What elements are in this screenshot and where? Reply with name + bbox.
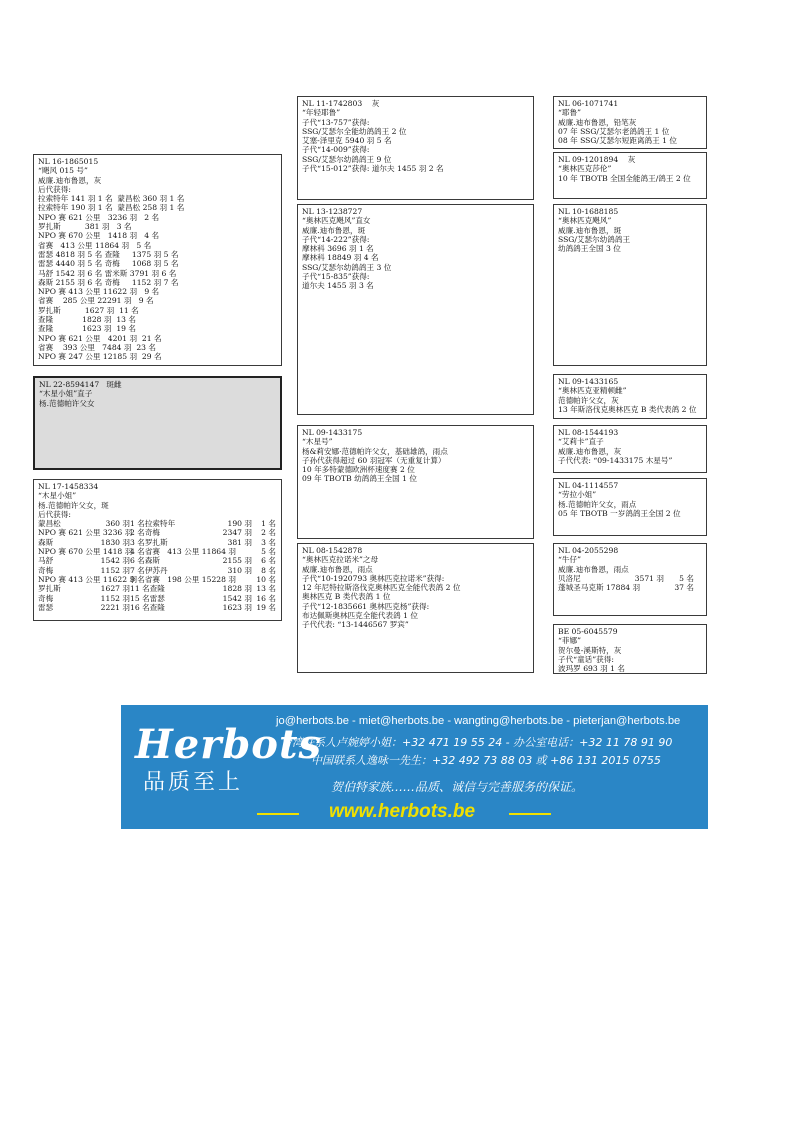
text-line: NPO 赛 670 公里 1418 羽 4 名 <box>38 231 160 241</box>
result-cell: 1 名 <box>261 519 276 529</box>
sire-box <box>33 154 282 366</box>
result-cell: 5 名 <box>261 547 276 557</box>
decor-line-right <box>509 813 551 815</box>
text-line: SSG/艾瑟尔幼鸽鸽王 3 位 <box>302 262 392 272</box>
text-line: SSG/艾瑟尔全能幼鸽鸽王 2 位 <box>302 126 407 136</box>
text-line: 后代获得: <box>38 509 71 519</box>
result-cell: 5 名 <box>679 573 694 583</box>
dam-box <box>33 376 282 470</box>
text-line: 09 年 TBOTB 幼鸽鸽王全国 1 位 <box>302 474 417 484</box>
text-line: SSG/艾瑟尔幼鸽鸽王 9 位 <box>302 154 392 164</box>
text-line: 威廉.迪布鲁恩，雨点 <box>302 564 373 574</box>
text-line: 威廉.迪布鲁恩，灰 <box>38 175 102 185</box>
result-cell: NPO 赛 670 公里 1418 羽 <box>38 547 133 557</box>
text-line: 子代“14-009”获得: <box>302 145 370 155</box>
result-cell: 2155 羽 <box>222 556 252 566</box>
result-cell: 贝洛尼 <box>558 573 581 583</box>
text-line: 罗扎斯 1627 羽 11 名 <box>38 305 139 315</box>
text-line: 艾塞-泽里克 5940 羽 5 名 <box>302 136 392 146</box>
result-row <box>38 584 277 593</box>
text-line: 子代“15-835”获得: <box>302 272 370 282</box>
text-line: 拉索特年 141 羽 1 名 蒙昌松 360 羽 1 名 <box>38 194 185 204</box>
result-cell: 2 名 <box>261 528 276 538</box>
text-line: 子代“10-1920793 奥林匹克拉诺米”获得: <box>302 573 445 583</box>
result-cell: 7 名伊苏丹 <box>130 565 168 575</box>
text-line: 拉索特年 190 羽 1 名 蒙昌松 258 羽 1 名 <box>38 203 185 213</box>
result-cell: 3 名 <box>261 537 276 547</box>
text-line: NL 17-1458334 <box>38 482 99 491</box>
text-line: 森斯 2155 羽 6 名 奇梅 1152 羽 7 名 <box>38 277 179 287</box>
result-cell: 马舒 <box>38 556 54 566</box>
contact-emails[interactable]: jo@herbots.be - miet@herbots.be - wangting@herbots.be - pieterjan@herbots.be <box>276 715 681 727</box>
result-cell <box>88 575 130 584</box>
decor-line-left <box>257 813 299 815</box>
sibling-box <box>33 479 282 621</box>
result-cell: 3571 羽 <box>634 573 664 583</box>
result-cell: 2 名奇梅 <box>130 528 161 538</box>
text-line: 威廉.迪布鲁恩，雨点 <box>558 564 629 574</box>
ddd-results <box>558 574 702 593</box>
text-line: 12 年尼特拉斯洛伐克奥林匹克全能代表鸽 2 位 <box>302 583 461 593</box>
text-line: “奥林匹克拉诺米”之母 <box>302 555 379 565</box>
text-line: 查隆 1623 羽 19 名 <box>38 324 136 334</box>
text-line: 子代“13-757”获得: <box>302 117 370 127</box>
result-row <box>38 547 277 556</box>
result-cell: 190 羽 <box>227 519 252 529</box>
result-cell <box>208 575 252 584</box>
sss-box <box>553 96 707 149</box>
text-line: BE 05-6045579 <box>558 627 618 636</box>
result-cell: 奇梅 <box>38 565 54 575</box>
result-row <box>38 528 277 537</box>
text-line: “奥林匹克莎伦” <box>558 164 612 174</box>
text-line: 省赛 285 公里 22291 羽 9 名 <box>38 296 154 306</box>
text-line: NL 08-1542878 <box>302 546 363 555</box>
sibling-header <box>38 482 277 519</box>
result-cell: 森斯 <box>38 537 54 547</box>
text-line: “木星小姐” <box>38 491 77 501</box>
text-line: “菲娜” <box>558 636 581 646</box>
result-row <box>38 538 277 547</box>
result-cell: 381 羽 <box>227 537 252 547</box>
result-cell: 37 名 <box>674 583 694 593</box>
text-line: 威廉.迪布鲁恩，灰 <box>558 446 622 456</box>
text-line: “艾莉卡”直子 <box>558 437 604 447</box>
contact-taiwan: 台湾联系人卢婉婷小姐：+32 471 19 55 24 - 办公室电话：+32 11 78 91 90 <box>281 736 673 749</box>
text-line: 10 年多特蒙德欧洲杯速度赛 2 位 <box>302 465 415 475</box>
text-line: 道尔夫 1455 羽 3 名 <box>302 281 374 291</box>
dsd-box <box>553 425 707 473</box>
text-line: 雷瑟 4440 羽 5 名 奇梅 1068 羽 5 名 <box>38 259 179 269</box>
text-line: 奥林匹克 B 类代表鸽 1 位 <box>302 592 391 602</box>
text-line: 杨.范德帕许父女 <box>39 398 95 408</box>
result-cell: 16 名查隆 <box>130 602 165 612</box>
text-line: “飓风 015 号” <box>38 166 88 176</box>
result-cell: 6 名 <box>261 556 276 566</box>
result-cell: 1542 羽 <box>222 593 252 603</box>
result-cell: 蓬城圣马克斯 17884 羽 <box>558 583 641 593</box>
text-line: 范德帕许父女，灰 <box>558 395 619 405</box>
sire-sire-box <box>297 96 534 200</box>
text-line: “耶鲁” <box>558 108 581 118</box>
text-line: 杨&莉安娜·范德帕许父女，基础雄鸽，雨点 <box>302 446 448 456</box>
result-cell: 4 名省赛 413 公里 11864 羽 <box>130 547 236 557</box>
contact-china: 中国联系人逸咏一先生：+32 492 73 88 03 或 +86 131 2015 0755 <box>311 754 661 767</box>
text-line: “奥林匹克飓风” <box>558 216 612 226</box>
result-cell: 1627 羽 <box>100 584 130 594</box>
text-line: NL 22-8594147 斑雌 <box>39 380 122 389</box>
ssd-box <box>553 152 707 199</box>
text-line: 省赛 393 公里 7484 羽 23 名 <box>38 342 157 352</box>
result-cell: NPO 赛 621 公里 3236 羽 <box>38 528 133 538</box>
result-cell <box>208 547 252 556</box>
result-cell: 16 名 <box>256 593 276 603</box>
text-line: NL 06-1071741 <box>558 99 619 108</box>
result-row <box>38 566 277 575</box>
result-cell: NPO 赛 413 公里 11622 羽 <box>38 574 138 584</box>
text-line: 子代“童话”获得: <box>558 654 614 664</box>
result-cell: 9 名省赛 198 公里 15228 羽 <box>130 574 236 584</box>
banner-tagline: 贺伯特家族……品质、诚信与完善服务的保证。 <box>331 780 584 794</box>
result-cell <box>88 528 130 537</box>
text-line: NL 09-1433175 <box>302 428 363 437</box>
text-line: NL 16-1865015 <box>38 157 99 166</box>
text-line: NPO 赛 621 公里 4201 羽 21 名 <box>38 333 162 343</box>
herbots-logo: Herbots <box>135 721 322 768</box>
result-cell: 罗扎斯 <box>38 584 61 594</box>
text-line: 威廉.迪布鲁恩，斑 <box>558 225 622 235</box>
text-line: 威廉.迪布鲁恩，斑 <box>302 225 366 235</box>
text-line: NL 04-1114557 <box>558 481 619 490</box>
text-line: 子代“14-222”获得: <box>302 234 370 244</box>
text-line: NPO 赛 621 公里 3236 羽 2 名 <box>38 212 160 222</box>
result-cell: 1542 羽 <box>100 556 130 566</box>
result-cell: 8 名 <box>261 565 276 575</box>
result-row <box>38 575 277 584</box>
text-line: NL 11-1742803 灰 <box>302 99 380 108</box>
result-row <box>38 594 277 603</box>
text-line: 摩林科 3696 羽 1 名 <box>302 244 374 254</box>
text-line: NL 04-2055298 <box>558 546 619 555</box>
text-line: “木星小姐”直子 <box>39 389 93 399</box>
text-line: 07 年 SSG/艾瑟尔老鸽鸽王 1 位 <box>558 126 670 136</box>
dss-box <box>553 374 707 419</box>
text-line: 查隆 1828 羽 13 名 <box>38 315 136 325</box>
result-cell: 3 名罗扎斯 <box>130 537 168 547</box>
text-line: 罗扎斯 381 羽 3 名 <box>38 222 132 232</box>
sds-box <box>553 204 707 366</box>
result-cell: 1152 羽 <box>100 565 130 575</box>
text-line: “奥林匹克亚精顿雌” <box>558 386 627 396</box>
text-line: NPO 赛 247 公里 12185 羽 29 名 <box>38 352 162 362</box>
result-cell: 360 羽 <box>105 519 130 529</box>
result-cell: 1830 羽 <box>100 537 130 547</box>
text-line: SSG/艾瑟尔幼鸽鸽王 <box>558 234 631 244</box>
text-line: “木星号” <box>302 437 333 447</box>
sibling-results <box>38 519 277 612</box>
result-row <box>38 556 277 565</box>
result-cell: 6 名森斯 <box>130 556 161 566</box>
result-cell: 13 名 <box>256 584 276 594</box>
text-line: 马舒 1542 羽 6 名 雷米斯 3791 羽 6 名 <box>38 268 177 278</box>
text-line: NL 10-1688185 <box>558 207 619 216</box>
text-line: 08 年 SSG/艾瑟尔短距离鸽王 1 位 <box>558 136 677 146</box>
result-cell: 11 名查隆 <box>130 584 165 594</box>
result-cell: 15 名雷瑟 <box>130 593 165 603</box>
text-line: 子代“15-012”获得: 道尔夫 1455 羽 2 名 <box>302 164 444 174</box>
result-cell: 19 名 <box>256 602 276 612</box>
text-line: NL 09-1433165 <box>558 377 619 386</box>
result-cell: 奇梅 <box>38 593 54 603</box>
dam-dam-box <box>297 543 534 673</box>
text-line: 子代代表: “13-1446567 罗宾” <box>302 620 409 630</box>
sire-dam-box <box>297 204 534 415</box>
result-cell: 1152 羽 <box>100 593 130 603</box>
result-cell: 1 名拉索特年 <box>130 519 176 529</box>
result-row <box>38 603 277 612</box>
banner-slogan: 品质至上 <box>143 770 244 795</box>
text-line: “牛仔” <box>558 555 581 565</box>
text-line: 布达佩斯奥林匹克全能代表鸽 1 位 <box>302 611 418 621</box>
text-line: NPO 赛 413 公里 11622 羽 9 名 <box>38 287 160 297</box>
text-line: “劳拉小姐” <box>558 490 597 500</box>
text-line: 威廉.迪布鲁恩，铅笔灰 <box>558 117 637 127</box>
website-link[interactable]: www.herbots.be <box>329 801 476 822</box>
text-line: 幼鸽鸽王全国 3 位 <box>558 244 621 254</box>
text-line: 杨.范德帕许父女，雨点 <box>558 499 637 509</box>
result-cell: 310 羽 <box>227 565 252 575</box>
ddd-box <box>553 543 707 616</box>
text-line: 省赛 413 公里 11864 羽 5 名 <box>38 240 152 250</box>
result-cell: 蒙昌松 <box>38 519 61 529</box>
result-cell: 雷瑟 <box>38 602 54 612</box>
text-line: “年轻耶鲁” <box>302 108 341 118</box>
result-cell <box>88 547 130 556</box>
text-line: 雷瑟 4818 羽 5 名 查隆 1375 羽 5 名 <box>38 249 179 259</box>
result-cell <box>620 583 664 592</box>
text-line: 子代代表: “09-1433175 木星号” <box>558 455 673 465</box>
extra-box <box>553 624 707 674</box>
text-line: 子代“12-1835661 奥林匹克杨”获得: <box>302 601 430 611</box>
text-line: NL 13-1238727 <box>302 207 363 216</box>
text-line: 摩林科 18849 羽 4 名 <box>302 253 379 263</box>
result-cell: 1623 羽 <box>222 602 252 612</box>
herbots-banner <box>121 705 708 829</box>
result-row <box>558 583 702 592</box>
dam-sire-box <box>297 425 534 539</box>
text-line: 贺尔曼-溪斯特，灰 <box>558 645 622 655</box>
text-line: 波玛罗 693 羽 1 名 <box>558 664 625 674</box>
text-line: 杨.范德帕许父女，斑 <box>38 500 109 510</box>
result-cell: 1828 羽 <box>222 584 252 594</box>
text-line: 子孙代获得超过 60 羽冠军（无重复计算） <box>302 455 446 465</box>
text-line: “奥林匹克飓风”直女 <box>302 216 371 226</box>
result-row <box>558 574 702 583</box>
text-line: 10 年 TBOTB 全国全能鸽王/鸽王 2 位 <box>558 173 691 183</box>
text-line: 13 年斯洛伐克奥林匹克 B 类代表鸽 2 位 <box>558 404 697 414</box>
text-line: NL 08-1544193 <box>558 428 619 437</box>
text-line: 后代获得: <box>38 184 71 194</box>
dds-box <box>553 478 707 536</box>
result-cell: 2221 羽 <box>100 602 130 612</box>
ddd-header <box>558 546 702 574</box>
text-line: 05 年 TBOTB 一岁鸽鸽王全国 2 位 <box>558 508 681 518</box>
text-line: NL 09-1201894 灰 <box>558 155 636 164</box>
result-cell: 10 名 <box>256 574 276 584</box>
result-cell: 2347 羽 <box>222 528 252 538</box>
